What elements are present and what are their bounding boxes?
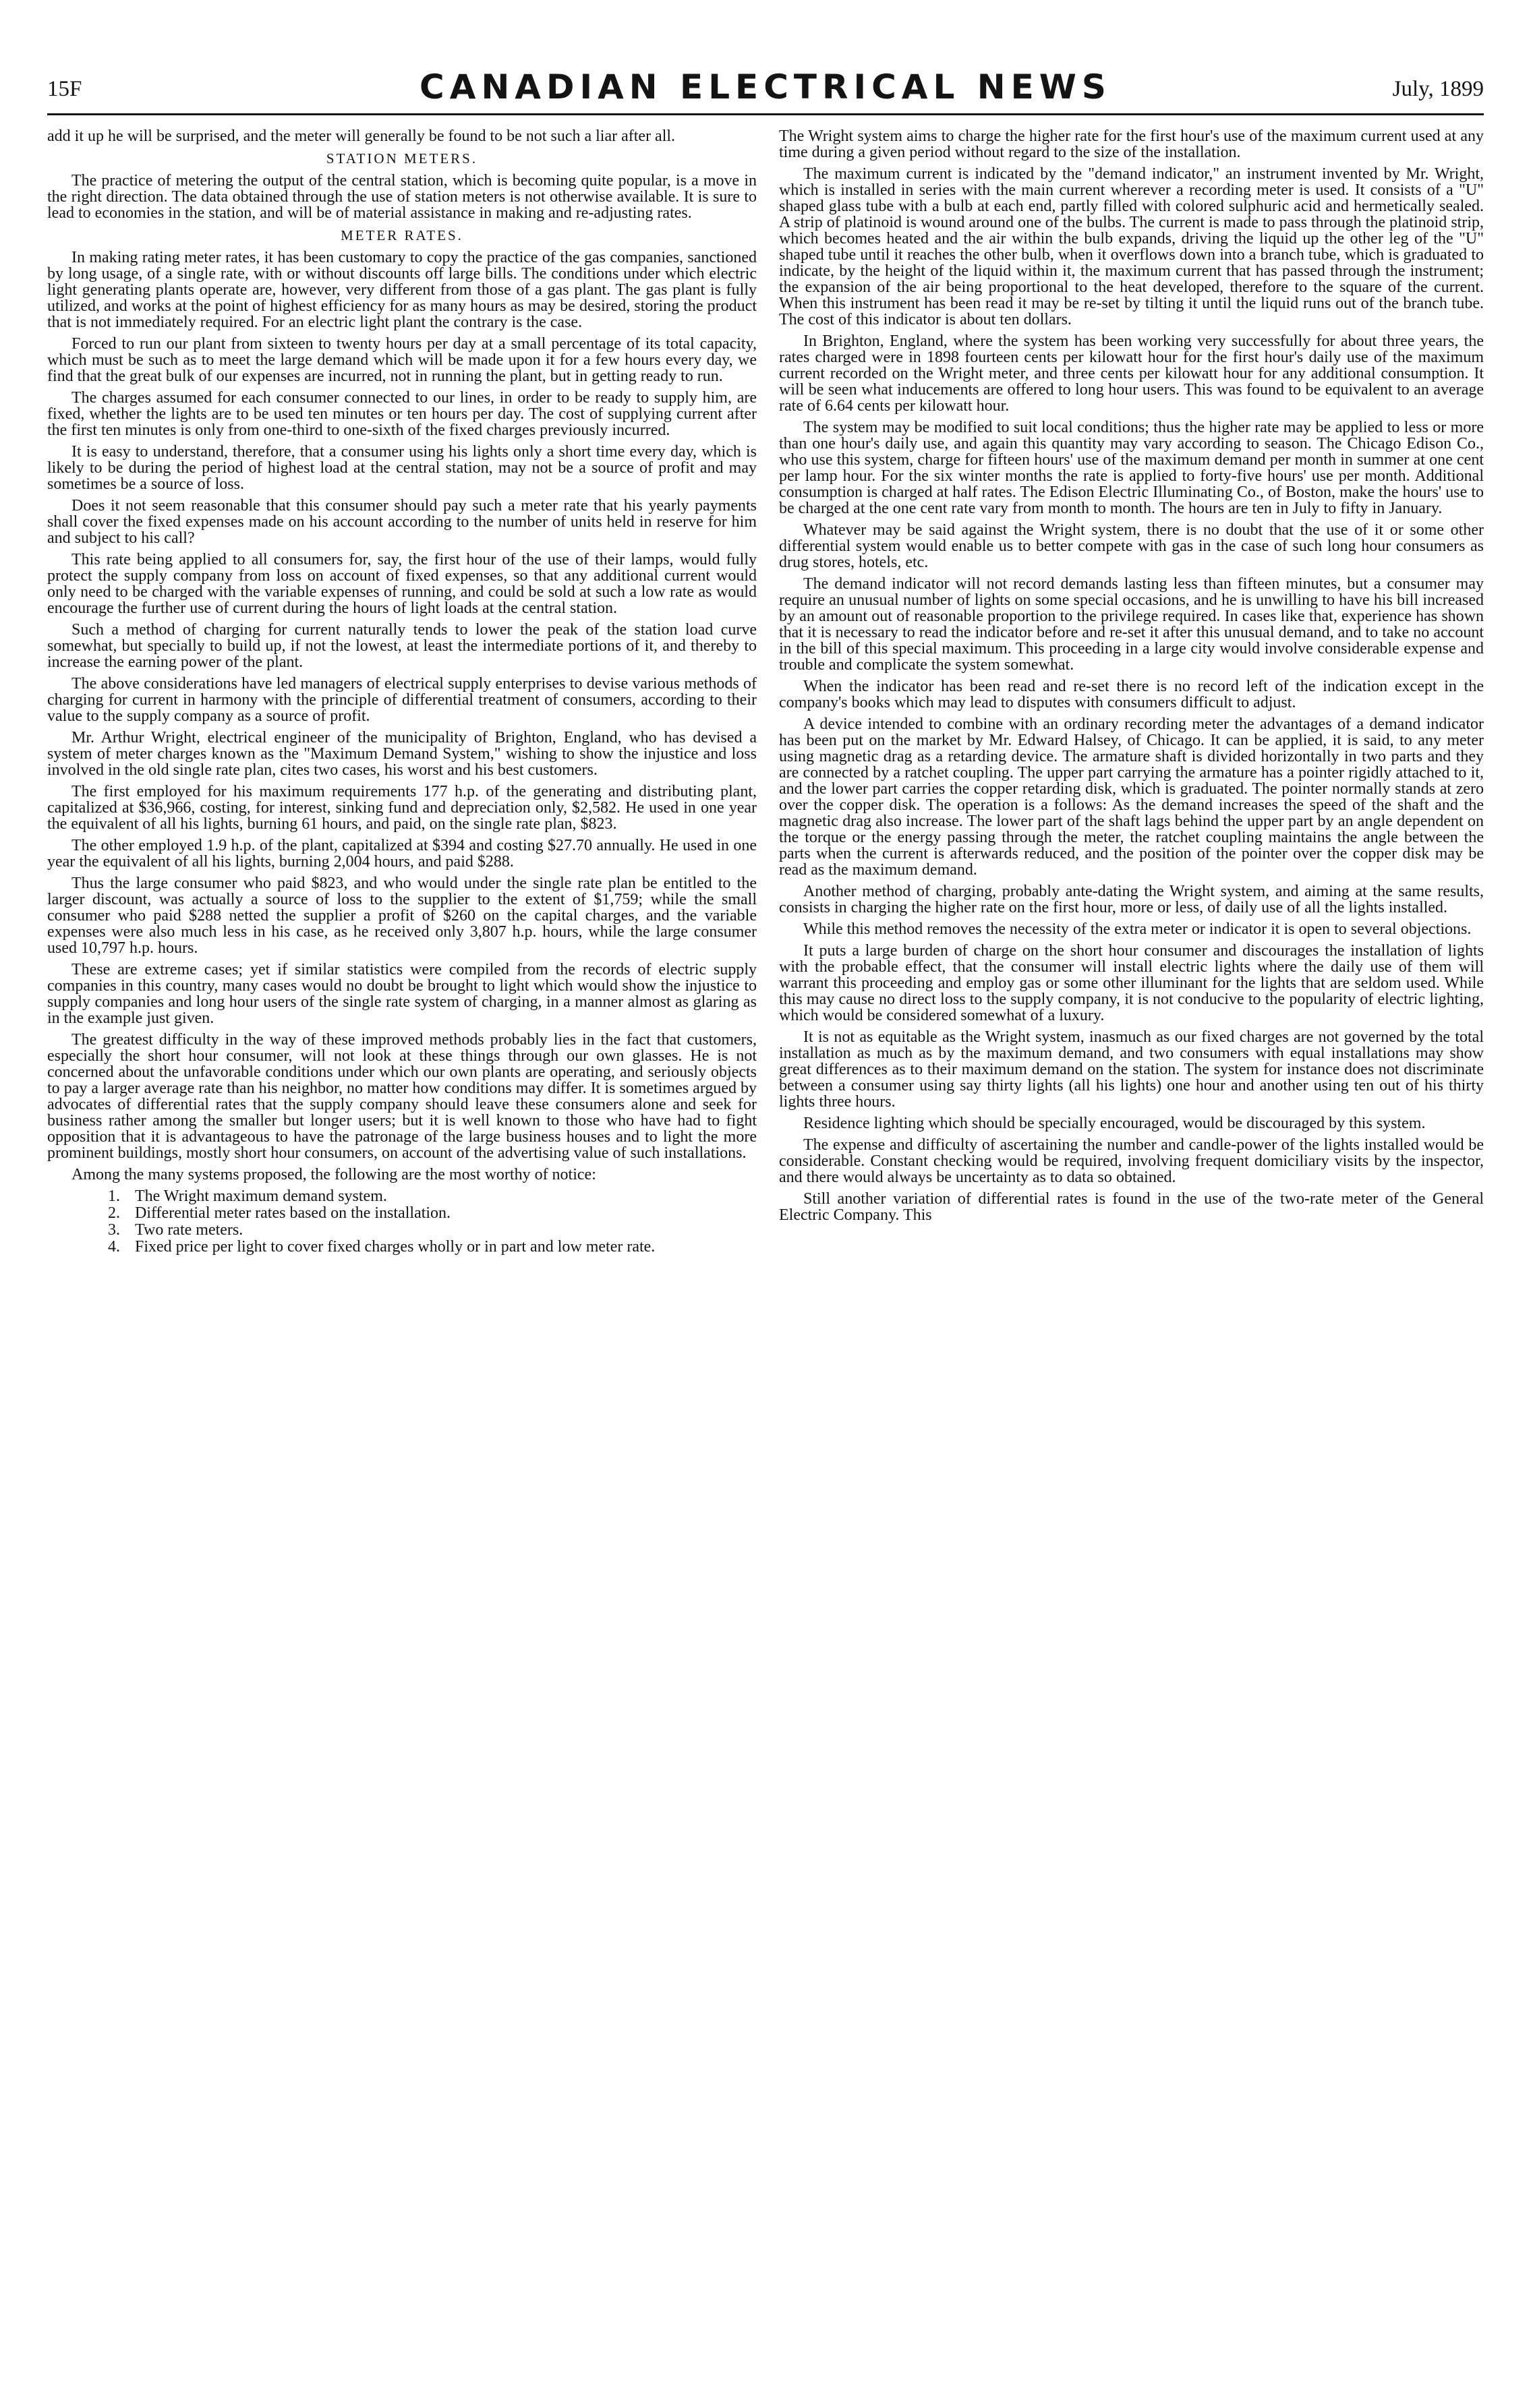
article-paragraph: Thus the large consumer who paid $823, and who would under the single rate plan be entitled to the larger discount, was actually a source of loss to the supplier to the extent of $1,759; while the small consumer who paid $288 netted the supplier a profit of $260 on the capital charges, and the variable expenses were also much less in his case, as he received only 3,807 h.p. hours, while the large consumer used 10,797 h.p. hours.: [47, 875, 757, 957]
article-paragraph: The expense and difficulty of ascertaining the number and candle-power of the lights installed would be considerable. Constant checking would be required, involving frequent domiciliary visits by the inspector, and there would always be uncertainty as to data so obtained.: [779, 1136, 1484, 1186]
article-paragraph: Whatever may be said against the Wright system, there is no doubt that the use of it or some other differential system would enable us to better compete with gas in the case of such long hour consumers as drug stores, hotels, etc.: [779, 521, 1484, 571]
list-item: [47, 1188, 757, 1205]
list-number: 3.: [108, 1221, 120, 1239]
article-paragraph: Does it not seem reasonable that this consumer should pay such a meter rate that his yearly payments shall cover the fixed expenses made on his account according to the number of units held in reserve for him and subject to his call?: [47, 497, 757, 547]
right-column: [779, 128, 1484, 1229]
list-item: [47, 1239, 757, 1256]
article-paragraph: The other employed 1.9 h.p. of the plant, capitalized at $394 and costing $27.70 annually. He used in one year the equivalent of all his lights, burning 2,004 hours, and paid $288.: [47, 837, 757, 871]
list-number: 2.: [108, 1204, 120, 1222]
list-text: The Wright maximum demand system.: [135, 1187, 387, 1205]
article-paragraph: The practice of metering the output of the central station, which is becoming quite popular, is a move in the right direction. The data obtained through the use of station meters is not otherwise available. It is sure to lead to economies in the station, and will be of material assistance in making and re-adjusting rates.: [47, 172, 757, 222]
article-paragraph: Such a method of charging for current naturally tends to lower the peak of the station load curve somewhat, but specially to build up, if not the lowest, at least the intermediate portions of it, and thereby to increase the earning power of the plant.: [47, 621, 757, 671]
article-paragraph: When the indicator has been read and re-set there is no record left of the indication except in the company's books which may lead to disputes with consumers difficult to adjust.: [779, 678, 1484, 711]
list-item: [47, 1205, 757, 1222]
article-paragraph: The Wright system aims to charge the higher rate for the first hour's use of the maximum current used at any time during a given period without regard to the size of the installation.: [779, 127, 1484, 161]
list-number: 4.: [108, 1238, 120, 1256]
article-paragraph: This rate being applied to all consumers for, say, the first hour of the use of their lamps, would fully protect the supply company from loss on account of fixed expenses, so that any additional current would only need to be charged with the variable expenses of running, and could be sold at such a low rate as would encourage the further use of current during the hours of light loads at the central station.: [47, 551, 757, 617]
article-paragraph: Mr. Arthur Wright, electrical engineer of the municipality of Brighton, England, who has devised a system of meter charges known as the "Maximum Demand System," wishing to show the injustice and loss involved in the old single rate plan, cites two cases, his worst and his best customers.: [47, 729, 757, 779]
left-column: [47, 128, 757, 1256]
article-paragraph: It is not as equitable as the Wright system, inasmuch as our fixed charges are not governed by the total installation as much as by the maximum demand, and two consumers with equal installations may show great differences as to their maximum demand on the station. The system for instance does not discriminate between a consumer using say thirty lights (all his lights) one hour and another using ten out of his thirty lights three hours.: [779, 1028, 1484, 1111]
article-paragraph: It is easy to understand, therefore, that a consumer using his lights only a short time every day, which is likely to be during the period of highest load at the central station, may not be a source of profit and may sometimes be a source of loss.: [47, 443, 757, 493]
issue-date: July, 1899: [1392, 77, 1484, 101]
section-heading: METER RATES.: [341, 227, 463, 243]
article-paragraph: A device intended to combine with an ordinary recording meter the advantages of a demand indicator has been put on the market by Mr. Edward Halsey, of Chicago. It can be applied, it is said, to any meter using magnetic drag as a retarding device. The armature shaft is divided horizontally in two parts and they are connected by a ratchet coupling. The upper part carrying the armature has a pointer rigidly attached to it, and the lower part carries the copper retarding disk, which is graduated. The pointer normally stands at zero over the copper disk. The operation is a follows: As the demand increases the speed of the shaft and the magnetic drag also increase. The lower part of the shaft lags behind the upper part by an angle dependent on the torque or the energy passing through the meter, the ratchet coupling maintains the angle between the parts when the current is afterwards reduced, and the position of the pointer over the copper disk may be read as the maximum demand.: [779, 715, 1484, 879]
article-paragraph: Still another variation of differential rates is found in the use of the two-rate meter of the General Electric Company. This: [779, 1190, 1484, 1224]
article-paragraph: Among the many systems proposed, the following are the most worthy of notice:: [71, 1166, 596, 1183]
page-header: [47, 65, 1484, 112]
list-text: Differential meter rates based on the installation.: [135, 1204, 451, 1222]
article-paragraph: Residence lighting which should be specially encouraged, would be discouraged by this system.: [803, 1115, 1426, 1132]
header-rule: [47, 113, 1484, 115]
article-paragraph: Another method of charging, probably ante-dating the Wright system, and aiming at the same results, consists in charging the higher rate on the first hour, more or less, of daily use of all the lights installed.: [779, 883, 1484, 916]
article-paragraph: The first employed for his maximum requirements 177 h.p. of the generating and distributing plant, capitalized at $36,966, costing, for interest, sinking fund and depreciation only, $2,582. He used in one year the equivalent of all his lights, burning 61 hours, and paid, on the single rate plan, $823.: [47, 783, 757, 833]
article-paragraph: In Brighton, England, where the system has been working very successfully for about three years, the rates charged were in 1898 fourteen cents per kilowatt hour for the first hour's daily use of the maximum current recorded on the Wright meter, and three cents per kilowatt hour for any additional consumption. It will be seen what inducements are offered to long hour users. This was found to be equivalent to an average rate of 6.64 cents per kilowatt hour.: [779, 332, 1484, 415]
list-item: [47, 1222, 757, 1239]
list-number: 1.: [108, 1187, 120, 1205]
masthead-title: CANADIAN ELECTRICAL NEWS: [420, 67, 1111, 107]
article-paragraph: The above considerations have led managers of electrical supply enterprises to devise various methods of charging for current in harmony with the principle of differential treatment of consumers, according to their value to the supply company as a source of profit.: [47, 675, 757, 725]
article-paragraph: The system may be modified to suit local conditions; thus the higher rate may be applied to less or more than one hour's daily use, and again this quantity may vary according to season. The Chicago Edison Co., who use this system, charge for fifteen hours' use of the maximum demand per month in summer at one cent per lamp hour. For the six winter months the rate is applied to forty-five hours' use per month. Additional consumption is charged at half rates. The Edison Electric Illuminating Co., of Boston, make the hours' use to be charged at the one cent rate vary from month to month. The hours are ten in July to fifty in January.: [779, 419, 1484, 517]
article-paragraph: The demand indicator will not record demands lasting less than fifteen minutes, but a consumer may require an unusual number of lights on some special occasions, and he is unwilling to have his bill increased by an amount out of reasonable proportion to the privilege required. In cases like that, experience has shown that it is necessary to read the indicator before and re-set it after this unusual demand, and to take no account in the bill of this special maximum. This proceeding in a large city would involve considerable expense and trouble and complicate the system somewhat.: [779, 575, 1484, 674]
list-text: Two rate meters.: [135, 1221, 243, 1239]
page-number: 15F: [47, 77, 82, 101]
section-heading: STATION METERS.: [326, 150, 478, 167]
article-paragraph: It puts a large burden of charge on the short hour consumer and discourages the installation of lights with the probable effect, that the consumer will install electric lights where the daily use of them will warrant this proceeding and employ gas or some other illuminant for the lights that are seldom used. While this may cause no direct loss to the supply company, it is not conducive to the popularity of electric lighting, which would be considered somewhat of a luxury.: [779, 942, 1484, 1024]
article-paragraph: The maximum current is indicated by the "demand indicator," an instrument invented by Mr. Wright, which is installed in series with the main current wherever a recording meter is used. It consists of a "U" shaped glass tube with a bulb at each end, partly filled with colored sulphuric acid and hermetically sealed. A strip of platinoid is wound around one of the bulbs. The current is made to pass through the platinoid strip, which becomes heated and the air within the bulb expands, driving the liquid up the other leg of the "U" shaped tube until it reaches the other bulb, when it overflows down into a branch tube, which is graduated to indicate, by the height of the liquid within it, the maximum current that has passed through the instrument; the expansion of the air being proportional to the heat developed, therefore to the square of the current. When this instrument has been read it may be re-set by tilting it until the liquid runs out of the branch tube. The cost of this indicator is about ten dollars.: [779, 165, 1484, 328]
article-paragraph: The greatest difficulty in the way of these improved methods probably lies in the fact that customers, especially the short hour consumer, will not look at these things through our own glasses. He is not concerned about the unfavorable conditions under which our own plants are operating, and seriously objects to pay a larger average rate than his neighbor, no matter how conditions may differ. It is sometimes argued by advocates of differential rates that the supply company should leave these consumers alone and seek for business rather among the smaller but longer users; but it is well known to those who have had to fight opposition that it is advantageous to have the patronage of the large business houses and to light the more prominent buildings, mostly short hour consumers, on account of the advertising value of such installations.: [47, 1031, 757, 1162]
list-text: Fixed price per light to cover fixed charges wholly or in part and low meter rate.: [135, 1238, 656, 1256]
article-paragraph: While this method removes the necessity of the extra meter or indicator it is open to several objections.: [803, 920, 1472, 938]
article-paragraph: These are extreme cases; yet if similar statistics were compiled from the records of electric supply companies in this country, many cases would no doubt be brought to light which would show the injustice to supply companies and long hour users of the single rate system of charging, in a manner almost as glaring as in the example just given.: [47, 961, 757, 1027]
systems-list: [47, 1188, 757, 1256]
article-paragraph: In making rating meter rates, it has been customary to copy the practice of the gas companies, sanctioned by long usage, of a single rate, with or without discounts off large bills. The conditions under which electric light generating plants operate are, however, very different from those of a gas plant. The gas plant is fully utilized, and works at the point of highest efficiency for as many hours as may be desired, storing the product that is not immediately required. For an electric light plant the contrary is the case.: [47, 249, 757, 331]
article-paragraph: The charges assumed for each consumer connected to our lines, in order to be ready to supply him, are fixed, whether the lights are to be used ten minutes or ten hours per day. The cost of supplying current after the first ten minutes is only from one-third to one-sixth of the fixed charges previously incurred.: [47, 389, 757, 439]
article-paragraph: Forced to run our plant from sixteen to twenty hours per day at a small percentage of its total capacity, which must be such as to meet the large demand which will be made upon it for a few hours every day, we find that the great bulk of our expenses are incurred, not in running the plant, but in getting ready to run.: [47, 335, 757, 385]
article-paragraph: add it up he will be surprised, and the meter will generally be found to be not such a liar after all.: [47, 127, 676, 145]
